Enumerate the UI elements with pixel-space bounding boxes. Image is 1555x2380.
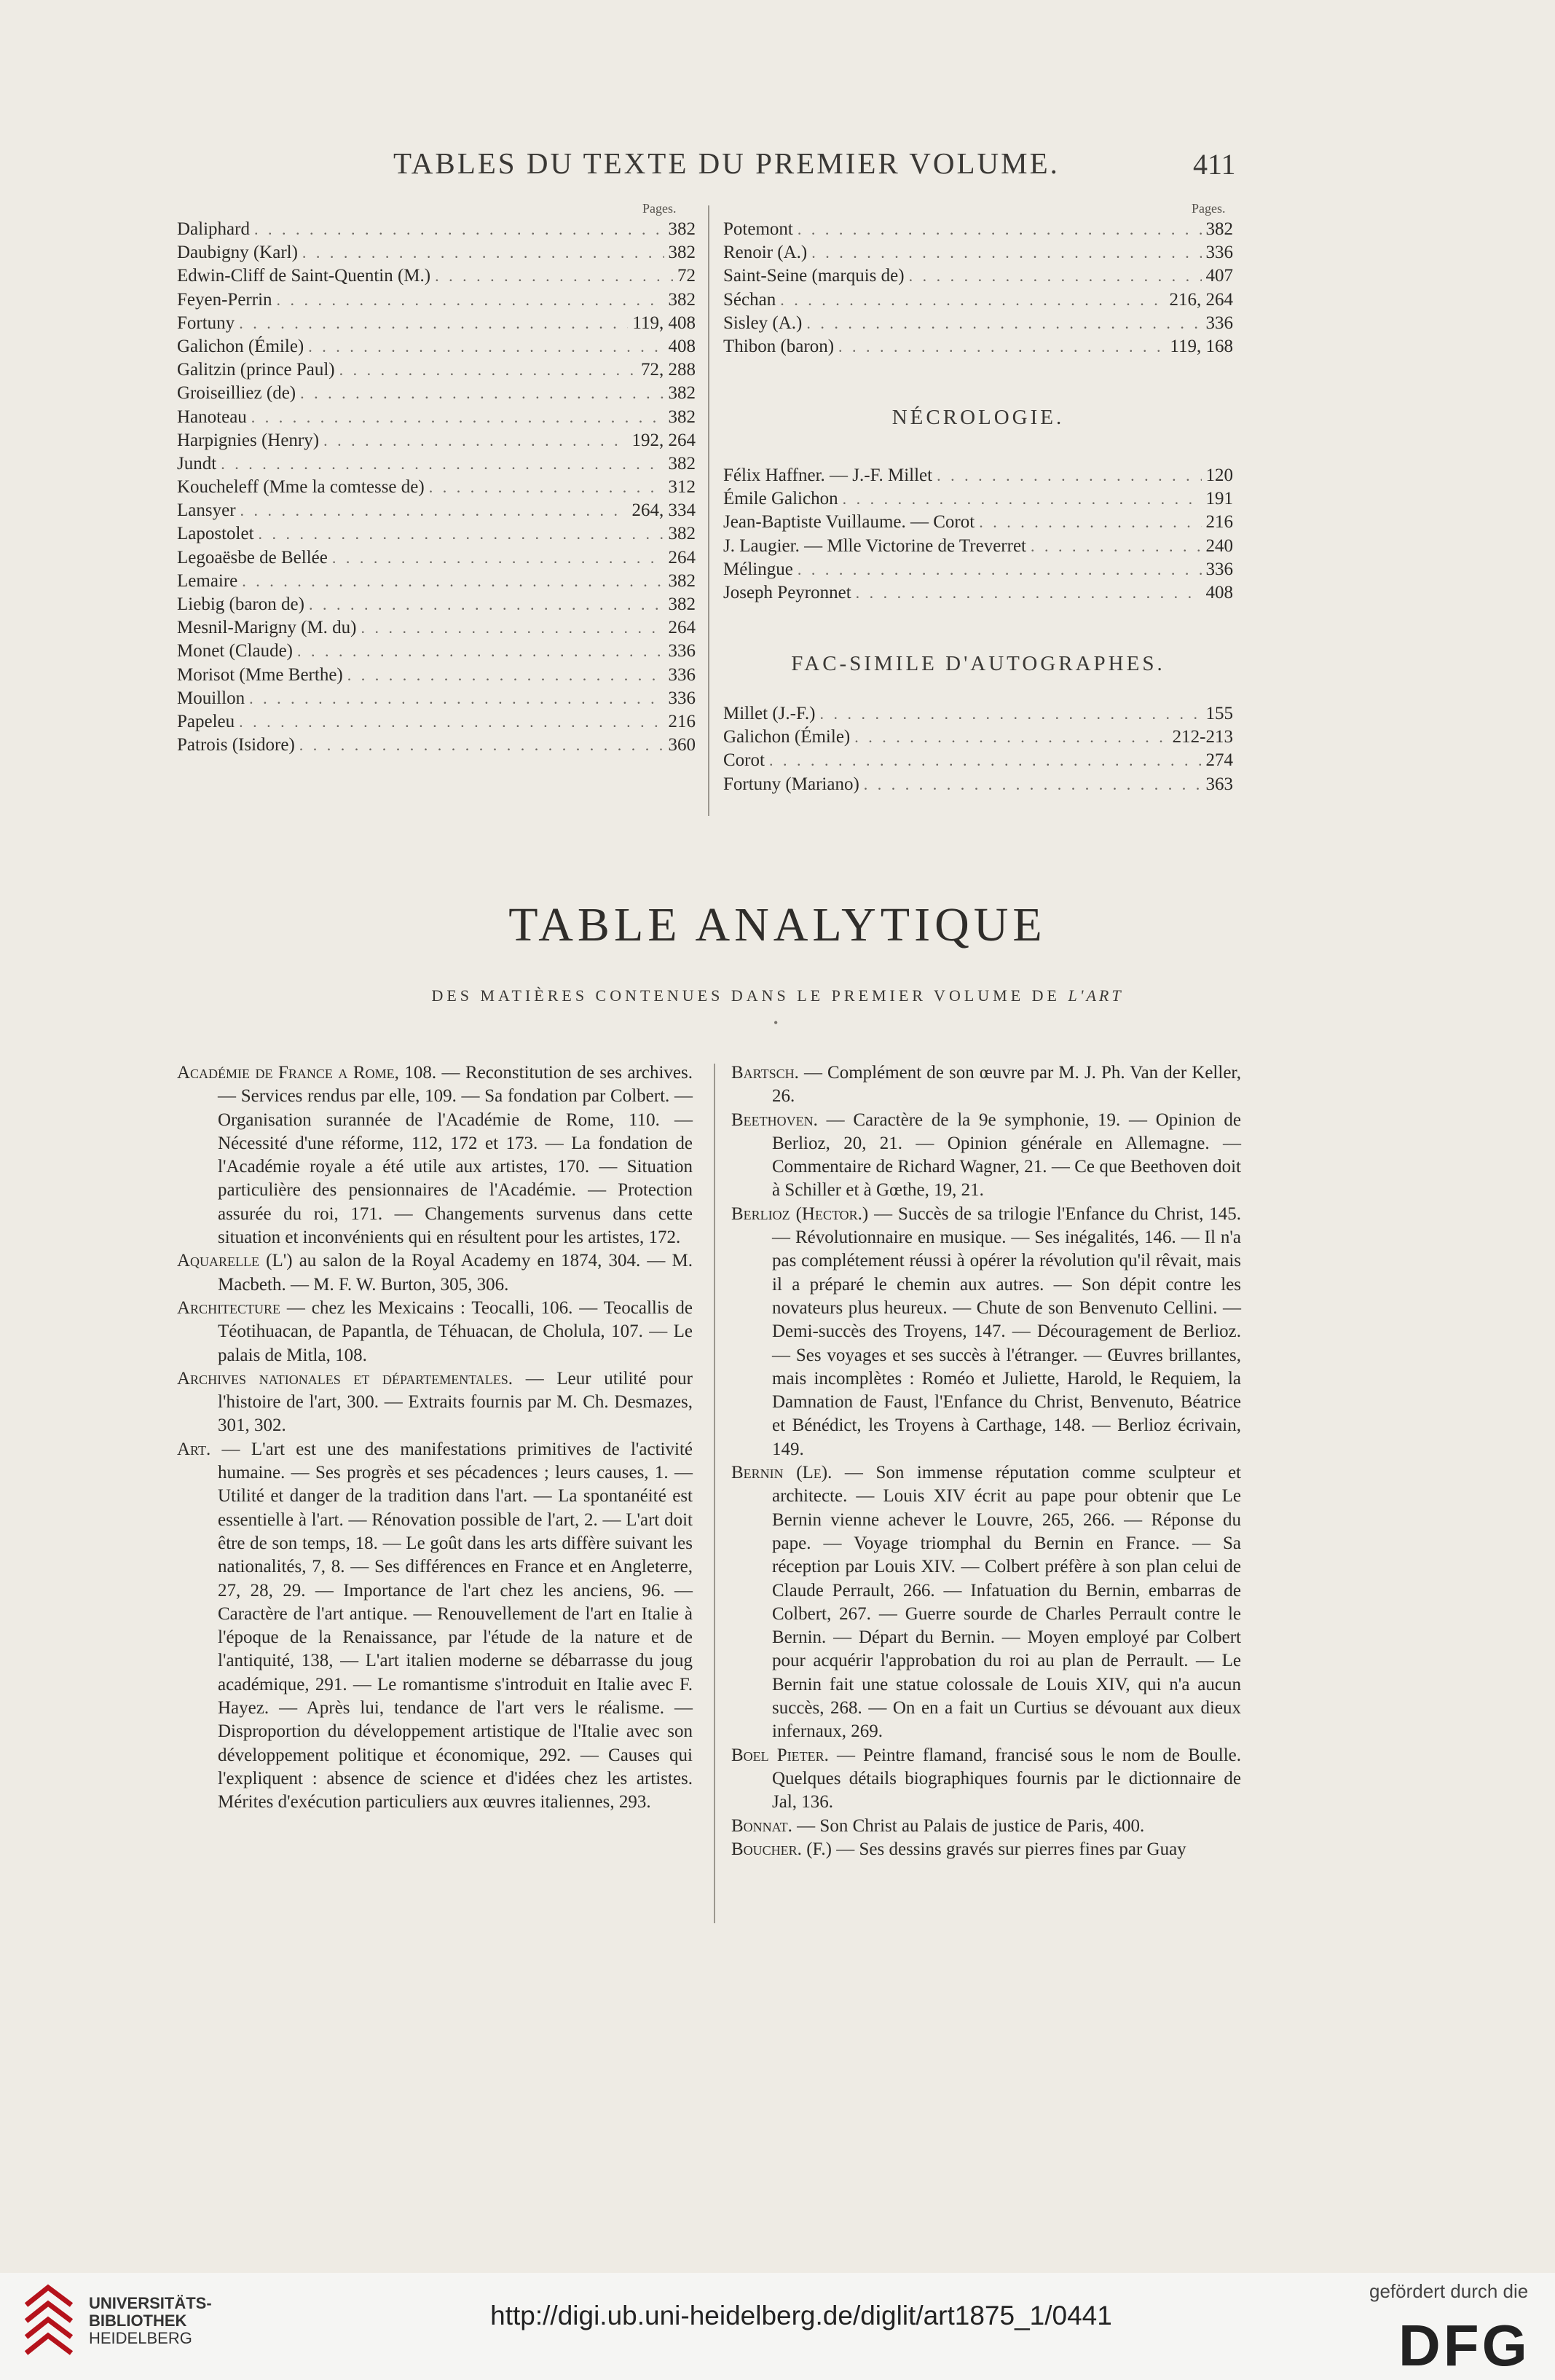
dot-leader xyxy=(302,241,664,264)
entry-text: — Son immense réputation comme sculpteur et architecte. — Louis XIV écrit au pape pour obtenir que Le Bernin vienne achever le Louvre, 265, 266. — Réponse du pape. — Voyage triomphal du Bernin en France. — Sa réception par Louis XIV. — Colbert préfère à son plan celui de Claude Perrault, 266. — Infatuation du Bernin, embarras de Colbert, 267. — Guerre sourde de Charles Perrault contre le Bernin. — Départ du Bernin. — Moyen employé par Colbert pour acquérir l'approbation du roi au plan de Perrault. — Le Bernin fait une statue colossale de Louis XIV, qui n'a aucun succès, 268. — On en a fait un Curtius se dévouant aux dieux infernaux, 269. xyxy=(772,1463,1241,1742)
entry-pages: 382 xyxy=(668,219,696,239)
entry-name: Koucheleff (Mme la comtesse de) xyxy=(177,477,425,498)
entry-pages: 119, 168 xyxy=(1170,336,1233,356)
table-analytique-subtitle xyxy=(0,986,1555,1005)
entry-name: Papeleu xyxy=(177,711,235,731)
permalink-url[interactable]: http://digi.ub.uni-heidelberg.de/diglit/art1875_1/0441 xyxy=(490,2301,1112,2330)
index-entry xyxy=(177,734,696,757)
entry-pages: 155 xyxy=(1205,704,1233,723)
dot-leader xyxy=(339,358,637,382)
entry-text: 108. — Reconstitution de ses archives. — Services rendus par elle, 109. — Sa fondation par Colbert. — Organisation surannée de l'Académie de Rome, 110. — Nécessité d'une réforme, 112, 172 et 173. — La fondation de l'Académie royale a été utile aux artistes, 170. — Situation particulière des pensionnaires de l'Académie. — Protection assurée du roi, 171. — Changements survenus dans cette situation et inconvénients qui en résultent pour les artistes, 172. xyxy=(218,1063,693,1248)
necrologie-heading: NÉCROLOGIE. xyxy=(891,406,1065,429)
index-entry xyxy=(177,264,696,288)
entry-heading: Bartsch. xyxy=(731,1063,799,1083)
entry-name: Edwin-Cliff de Saint-Quentin (M.) xyxy=(177,266,431,286)
index-entry xyxy=(723,335,1233,358)
dot-leader xyxy=(769,749,1202,772)
analytic-entry xyxy=(731,1838,1241,1861)
analytic-entry xyxy=(177,1438,693,1815)
dot-leader xyxy=(249,687,664,710)
entry-pages: 360 xyxy=(668,735,696,755)
entry-heading: Beethoven. xyxy=(731,1110,818,1130)
analytic-column-left xyxy=(177,1061,693,1815)
entry-pages: 382 xyxy=(668,453,696,474)
entry-pages: 312 xyxy=(668,477,696,498)
index-entry xyxy=(723,218,1233,241)
entry-pages: 336 xyxy=(1205,559,1233,579)
dot-leader xyxy=(300,382,664,405)
necrologie-list xyxy=(723,464,1233,605)
entry-pages: 336 xyxy=(668,641,696,661)
index-entry xyxy=(177,335,696,358)
entry-pages: 216 xyxy=(1205,512,1233,533)
index-entry xyxy=(723,581,1233,605)
entry-text: — L'art est une des manifestations primitives de l'activité humaine. — Ses progrès et ses pécadences ; leurs causes, 1. — Utilité et danger de la tradition dans l'art. — La spontanéité est essentielle à l'art. — Rénovation possible de l'art, 2. — L'art doit être de son temps, 18. — Le goût dans les arts diffère suivant les nationalités, 7, 8. — Ses différences en France et en Angleterre, 27, 28, 29. — Importance de l'art chez les anciens, 96. — Caractère de l'art antique. — Renouvellement de l'art en Italie à l'époque de la Renaissance, par l'étude de la nature et de l'antiquité, 138, — L'art italien moderne se débarrasse du joug académique, 291. — Le romantisme s'introduit en Italie avec F. Hayez. — Après lui, tendance de l'art vers le réalisme. — Disproportion du développement artistique de l'Italie avec son développement politique et économique, 292. — Causes qui l'expliquent : absence de science et d'idées chez les artistes. Mérites d'exécution particuliers aux œuvres italiennes, 293. xyxy=(210,1439,693,1813)
running-head: TABLES DU TEXTE DU PREMIER VOLUME. xyxy=(393,146,1060,180)
index-entry xyxy=(723,558,1233,581)
index-entry xyxy=(177,710,696,734)
dot-leader xyxy=(798,558,1202,581)
dot-leader xyxy=(347,664,664,687)
index-entry xyxy=(723,702,1233,726)
entry-name: Émile Galichon xyxy=(723,489,838,509)
pages-column-label-right: Pages. xyxy=(1192,201,1226,216)
entry-pages: 336 xyxy=(1205,313,1233,333)
analytic-entry xyxy=(731,1815,1241,1838)
dot-leader xyxy=(937,464,1201,487)
entry-text: (L') au salon de la Royal Academy en 1874, 304. — M. Macbeth. — M. F. W. Burton, 305, 306. xyxy=(218,1251,693,1295)
entry-pages: 264, 334 xyxy=(631,500,696,521)
dot-leader xyxy=(277,288,664,312)
dot-leader xyxy=(429,476,664,499)
entry-pages: 382 xyxy=(668,243,696,263)
index-entry xyxy=(723,726,1233,749)
entry-name: Corot xyxy=(723,750,765,771)
entry-pages: 274 xyxy=(1205,750,1233,771)
dot-leader xyxy=(308,335,664,358)
subtitle-text: DES MATIÈRES CONTENUES DANS LE PREMIER VOLUME DE xyxy=(431,986,1060,1005)
dot-leader xyxy=(909,264,1202,288)
entry-name: Séchan xyxy=(723,289,776,310)
entry-pages: 408 xyxy=(668,336,696,356)
entry-pages: 264 xyxy=(668,547,696,567)
entry-text: — Caractère de la 9e symphonie, 19. — Opinion de Berlioz, 20, 21. — Opinion générale en Allemagne. — Commentaire de Richard Wagner, 21. — Ce que Beethoven doit à Schiller et à Gœthe, 19, 21. xyxy=(772,1110,1241,1201)
entry-text: — Leur utilité pour l'histoire de l'art, 300. — Extraits fournis par M. Ch. Desmazes, 301, 302. xyxy=(218,1368,693,1436)
entry-name: Jundt xyxy=(177,453,217,474)
entry-heading: Berlioz (Hector.) xyxy=(731,1203,869,1224)
entry-name: Daliphard xyxy=(177,219,250,239)
dot-leader xyxy=(323,429,627,452)
dot-leader xyxy=(297,640,664,663)
entry-name: Mesnil-Marigny (M. du) xyxy=(177,618,357,638)
index-entry xyxy=(177,476,696,499)
entry-heading: Art. xyxy=(177,1439,211,1459)
entry-pages: 192, 264 xyxy=(631,430,696,450)
analytic-entry xyxy=(731,1461,1241,1744)
entry-name: J. Laugier. — Mlle Victorine de Treverret xyxy=(723,535,1027,556)
entry-name: Félix Haffner. — J.-F. Millet xyxy=(723,466,933,485)
dot-leader xyxy=(780,288,1165,312)
index-entry xyxy=(177,664,696,687)
dot-leader xyxy=(1031,535,1201,558)
analytic-entry xyxy=(177,1249,693,1297)
index-entry xyxy=(177,546,696,570)
entry-pages: 212-213 xyxy=(1172,727,1233,747)
entry-pages: 382 xyxy=(668,570,696,591)
entry-text: — chez les Mexicains : Teocalli, 106. — Teocallis de Téotihuacan, de Papantla, de Téhuacan, de Cholula, 107. — Le palais de Mitla, 108. xyxy=(218,1297,693,1365)
entry-name: Feyen-Perrin xyxy=(177,289,272,310)
funded-by-label: gefördert durch die xyxy=(1369,2280,1529,2302)
index-entry xyxy=(723,464,1233,487)
entry-text: — Son Christ au Palais de justice de Paris, 400. xyxy=(792,1815,1145,1836)
entry-pages: 216 xyxy=(668,711,696,731)
entry-text: — Peintre flamand, francisé sous le nom de Boulle. Quelques détails biographiques fournis par le dictionnaire de Jal, 136. xyxy=(772,1745,1241,1813)
entry-heading: Architecture xyxy=(177,1297,281,1318)
index-entry xyxy=(723,288,1233,312)
entry-pages: 336 xyxy=(668,664,696,685)
entry-heading: Bernin (Le). xyxy=(731,1463,832,1483)
dot-leader xyxy=(979,511,1201,534)
entry-pages: 264 xyxy=(668,618,696,638)
index-entry xyxy=(723,511,1233,534)
entry-name: Mélingue xyxy=(723,559,793,579)
pages-column-label-left: Pages. xyxy=(642,201,677,216)
entry-name: Groiseilliez (de) xyxy=(177,383,296,404)
index-entry xyxy=(723,773,1233,796)
analytic-entry xyxy=(731,1061,1241,1109)
analytic-entry xyxy=(731,1109,1241,1203)
entry-name: Galichon (Émile) xyxy=(723,727,851,747)
artist-index-left xyxy=(177,218,696,757)
index-entry xyxy=(177,452,696,476)
entry-pages: 382 xyxy=(668,524,696,544)
entry-pages: 72 xyxy=(677,266,696,286)
dot-leader xyxy=(361,616,664,640)
index-entry xyxy=(177,616,696,640)
entry-name: Galitzin (prince Paul) xyxy=(177,360,335,380)
entry-name: Lansyer xyxy=(177,500,236,521)
dot-leader xyxy=(242,570,664,593)
column-divider-top xyxy=(708,205,709,816)
entry-text: (F.) — Ses dessins gravés sur pierres fines par Guay xyxy=(801,1839,1186,1859)
dot-leader xyxy=(806,312,1201,335)
facsimile-heading: FAC-SIMILE D'AUTOGRAPHES. xyxy=(791,652,1165,675)
entry-name: Patrois (Isidore) xyxy=(177,735,295,755)
entry-name: Thibon (baron) xyxy=(723,336,835,356)
entry-name: Lapostolet xyxy=(177,524,254,544)
index-entry xyxy=(177,687,696,710)
entry-heading: Boucher. xyxy=(731,1839,802,1859)
analytic-column-right xyxy=(731,1061,1241,1861)
index-entry xyxy=(177,429,696,452)
entry-pages: 382 xyxy=(668,407,696,427)
analytic-entry xyxy=(731,1744,1241,1815)
entry-name: Fortuny (Mariano) xyxy=(723,774,859,794)
entry-pages: 216, 264 xyxy=(1169,289,1233,310)
entry-pages: 382 xyxy=(668,289,696,310)
dot-leader xyxy=(239,312,628,335)
index-entry xyxy=(177,570,696,593)
library-name xyxy=(89,2295,212,2347)
dot-leader xyxy=(254,218,664,241)
dot-leader xyxy=(843,487,1202,511)
index-entry xyxy=(723,264,1233,288)
dot-leader xyxy=(239,710,664,734)
entry-name: Fortuny xyxy=(177,313,235,333)
dot-leader xyxy=(259,522,664,546)
library-name-line-3: HEIDELBERG xyxy=(89,2329,192,2347)
dot-leader xyxy=(864,773,1202,796)
entry-heading: Archives nationales et départementales. xyxy=(177,1368,513,1389)
library-name-line-2: BIBLIOTHEK xyxy=(89,2312,187,2330)
entry-name: Renoir (A.) xyxy=(723,243,808,263)
entry-pages: 120 xyxy=(1205,466,1233,485)
entry-name: Morisot (Mme Berthe) xyxy=(177,664,343,685)
analytic-entry xyxy=(177,1061,693,1249)
entry-name: Galichon (Émile) xyxy=(177,336,304,356)
column-divider-bottom xyxy=(714,1064,715,1923)
entry-pages: 408 xyxy=(1205,582,1233,602)
entry-pages: 191 xyxy=(1205,489,1233,509)
index-entry xyxy=(723,535,1233,558)
entry-name: Mouillon xyxy=(177,688,245,708)
entry-heading: Aquarelle xyxy=(177,1251,260,1271)
index-entry xyxy=(177,241,696,264)
entry-name: Jean-Baptiste Vuillaume. — Corot xyxy=(723,512,975,533)
table-analytique-title: TABLE ANALYTIQUE xyxy=(508,898,1047,951)
dot-leader xyxy=(838,335,1165,358)
index-entry xyxy=(177,218,696,241)
entry-pages: 240 xyxy=(1205,535,1233,556)
entry-name: Liebig (baron de) xyxy=(177,594,304,614)
dot-leader xyxy=(854,726,1168,749)
entry-name: Saint-Seine (marquis de) xyxy=(723,266,905,286)
artist-index-right xyxy=(723,218,1233,358)
entry-name: Lemaire xyxy=(177,570,238,591)
index-entry xyxy=(177,406,696,429)
analytic-entry xyxy=(177,1367,693,1438)
index-entry xyxy=(177,312,696,335)
index-entry xyxy=(723,312,1233,335)
dot-leader xyxy=(240,499,628,522)
entry-pages: 119, 408 xyxy=(632,313,696,333)
index-entry xyxy=(177,288,696,312)
subtitle-journal-name: L'ART xyxy=(1068,986,1124,1005)
entry-name: Legoaësbe de Bellée xyxy=(177,547,328,567)
entry-name: Joseph Peyronnet xyxy=(723,582,851,602)
page-number: 411 xyxy=(1193,148,1236,181)
dot-leader xyxy=(435,264,673,288)
index-entry xyxy=(177,358,696,382)
entry-name: Monet (Claude) xyxy=(177,641,293,661)
entry-pages: 336 xyxy=(1205,243,1233,263)
entry-name: Harpignies (Henry) xyxy=(177,430,320,450)
dfg-logo: DFG xyxy=(1398,2313,1530,2378)
index-entry xyxy=(177,499,696,522)
analytic-entry xyxy=(177,1297,693,1367)
entry-name: Daubigny (Karl) xyxy=(177,243,298,263)
library-name-line-1: UNIVERSITÄTS- xyxy=(89,2294,212,2312)
entry-text: — Succès de sa trilogie l'Enfance du Christ, 145. — Révolutionnaire en musique. — Ses inégalités, 146. — Il n'a pas complétement réussi à opérer la révolution qu'il rêvait, mais il a préparé le chemin aux autres. — Son dépit contre les novateurs plus heureux. — Chute de son Benvenuto Cellini. — Demi-succès des Troyens, 147. — Découragement de Berlioz. — Ses voyages et ses succès à l'étranger. — Œuvres brillantes, mais incomplètes : Roméo et Juliette, Harold, le Requiem, la Damnation de Faust, l'Enfance du Christ, Benvenuto, Béatrice et Bénédict, les Troyens à Carthage, 148. — Berlioz écrivain, 149. xyxy=(772,1203,1241,1459)
entry-pages: 72, 288 xyxy=(641,360,696,380)
university-library-logo-icon xyxy=(19,2283,79,2356)
dot-leader xyxy=(811,241,1201,264)
dot-leader xyxy=(798,218,1202,241)
dot-leader xyxy=(221,452,664,476)
dot-leader xyxy=(251,406,664,429)
ornament-dot: • xyxy=(773,1016,779,1030)
dot-leader xyxy=(819,702,1201,726)
dot-leader xyxy=(332,546,664,570)
index-entry xyxy=(723,241,1233,264)
entry-text: — Complément de son œuvre par M. J. Ph. Van der Keller, 26. xyxy=(772,1063,1241,1107)
index-entry xyxy=(177,640,696,663)
entry-heading: Bonnat. xyxy=(731,1815,792,1836)
entry-pages: 407 xyxy=(1205,266,1233,286)
index-entry xyxy=(723,487,1233,511)
entry-name: Potemont xyxy=(723,219,793,239)
entry-heading: Boel Pieter. xyxy=(731,1745,829,1765)
index-entry xyxy=(723,749,1233,772)
dot-leader xyxy=(856,581,1202,605)
dot-leader xyxy=(309,593,664,616)
entry-name: Millet (J.-F.) xyxy=(723,704,816,723)
facsimile-list xyxy=(723,702,1233,796)
entry-pages: 382 xyxy=(1205,219,1233,239)
entry-name: Sisley (A.) xyxy=(723,313,803,333)
entry-pages: 336 xyxy=(668,688,696,708)
entry-pages: 382 xyxy=(668,594,696,614)
index-entry xyxy=(177,382,696,405)
dot-leader xyxy=(299,734,664,757)
index-entry xyxy=(177,522,696,546)
entry-name: Hanoteau xyxy=(177,407,247,427)
entry-pages: 382 xyxy=(668,383,696,404)
entry-heading: Académie de France a Rome, xyxy=(177,1063,399,1083)
index-entry xyxy=(177,593,696,616)
analytic-entry xyxy=(731,1203,1241,1461)
entry-pages: 363 xyxy=(1205,774,1233,794)
